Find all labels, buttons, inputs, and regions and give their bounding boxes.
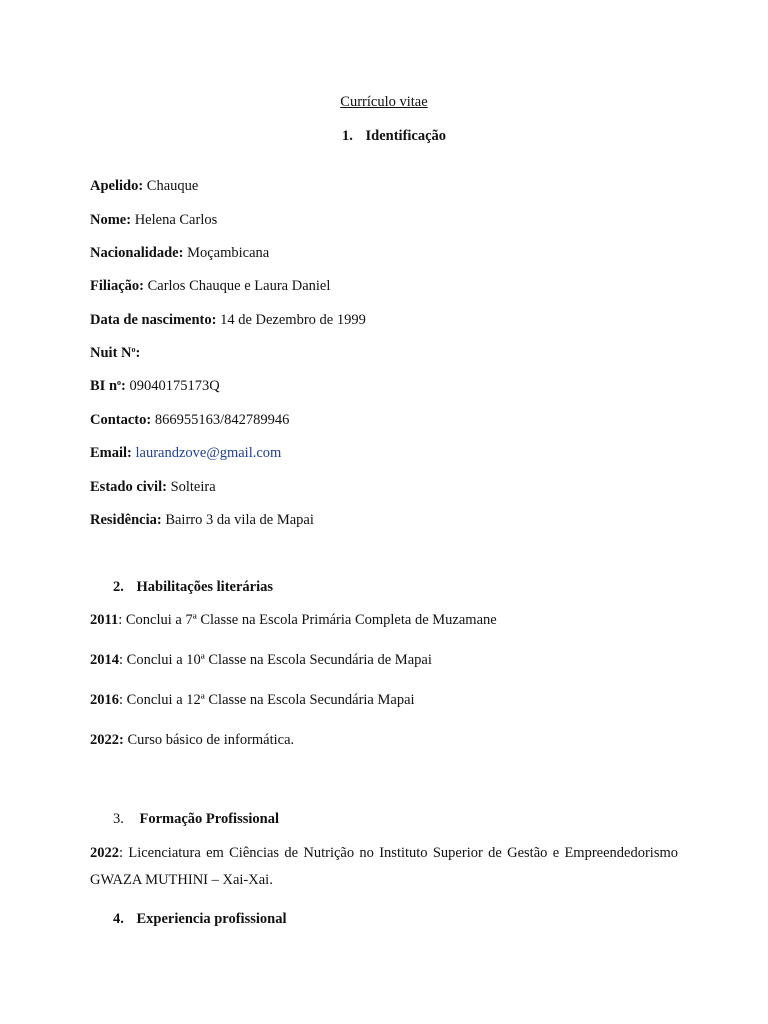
entry-year: 2016 [90, 692, 119, 708]
field-bi [90, 378, 220, 395]
entry-year: 2011 [90, 612, 119, 628]
entry-separator: : [119, 692, 124, 708]
section-number: 2. [113, 579, 124, 595]
field-label: Residência: [90, 512, 162, 528]
section-title: Formação Profissional [139, 811, 279, 827]
field-nuit [90, 345, 140, 362]
habilitacao-entry [90, 612, 497, 629]
field-label-superscript: o [131, 345, 136, 354]
field-filiacao [90, 278, 330, 295]
field-contacto [90, 412, 289, 429]
entry-year: 2022: [90, 732, 124, 748]
field-value: 14 de Dezembro de 1999 [216, 312, 366, 328]
field-label: Estado civil: [90, 479, 167, 495]
document-title: Currículo vitae [340, 94, 428, 110]
field-value: 09040175173Q [125, 378, 220, 394]
field-label: Contacto: [90, 412, 152, 428]
field-value: Bairro 3 da vila de Mapai [161, 512, 314, 528]
section-title: Experiencia profissional [136, 911, 287, 927]
section-number: 3. [113, 811, 124, 827]
section-habilitacoes-heading [113, 579, 273, 596]
email-link[interactable]: laurandzove@gmail.com [135, 445, 282, 461]
field-label-suffix: : [121, 378, 126, 394]
field-value: Moçambicana [183, 245, 270, 261]
entry-text: Conclui a 10ª Classe na Escola Secundária de Mapai [123, 652, 432, 668]
habilitacao-entry [90, 692, 415, 709]
field-value: Helena Carlos [131, 212, 218, 228]
field-estado-civil [90, 479, 216, 496]
entry-text: Conclui a 7ª Classe na Escola Primária Completa de Muzamane [122, 612, 497, 628]
formacao-entry [90, 840, 678, 894]
section-number: 4. [113, 911, 124, 927]
section-title: Habilitações literárias [136, 579, 274, 595]
field-residencia [90, 512, 314, 529]
entry-text: : Licenciatura em Ciências de Nutrição no Instituto Superior de Gestão e Empreendedorismo GWAZA MUTHINI – Xai-Xai. [90, 845, 678, 888]
field-nome [90, 212, 217, 229]
field-label: Apelido: [90, 178, 144, 194]
field-label-superscript: o [117, 378, 122, 387]
field-value: Carlos Chauque e Laura Daniel [143, 278, 331, 294]
field-email [90, 445, 281, 462]
field-apelido [90, 178, 198, 195]
section-number: 1. [342, 128, 353, 144]
section-title: Identificação [365, 128, 447, 144]
field-nacionalidade [90, 245, 269, 262]
field-label: Filiação: [90, 278, 144, 294]
field-label: Nuit N [90, 345, 132, 361]
section-experiencia-heading [113, 911, 286, 928]
field-value: Chauque [143, 178, 199, 194]
habilitacao-entry [90, 652, 432, 669]
entry-separator: : [119, 652, 124, 668]
field-label: Nacionalidade: [90, 245, 184, 261]
entry-separator: : [118, 612, 123, 628]
field-label: Data de nascimento: [90, 312, 217, 328]
entry-year: 2022 [90, 845, 119, 861]
field-label: Nome: [90, 212, 132, 228]
section-identificacao-heading [342, 128, 446, 145]
entry-text: Curso básico de informática. [123, 732, 295, 748]
field-label: BI n [90, 378, 118, 394]
field-label: Email: [90, 445, 132, 461]
field-label-suffix: : [135, 345, 141, 361]
field-value: Solteira [166, 479, 216, 495]
field-value: 866955163/842789946 [151, 412, 290, 428]
habilitacao-entry [90, 732, 294, 749]
field-data-nascimento [90, 312, 366, 329]
section-formacao-heading [113, 811, 279, 828]
entry-text: Conclui a 12ª Classe na Escola Secundária Mapai [123, 692, 415, 708]
entry-year: 2014 [90, 652, 119, 668]
